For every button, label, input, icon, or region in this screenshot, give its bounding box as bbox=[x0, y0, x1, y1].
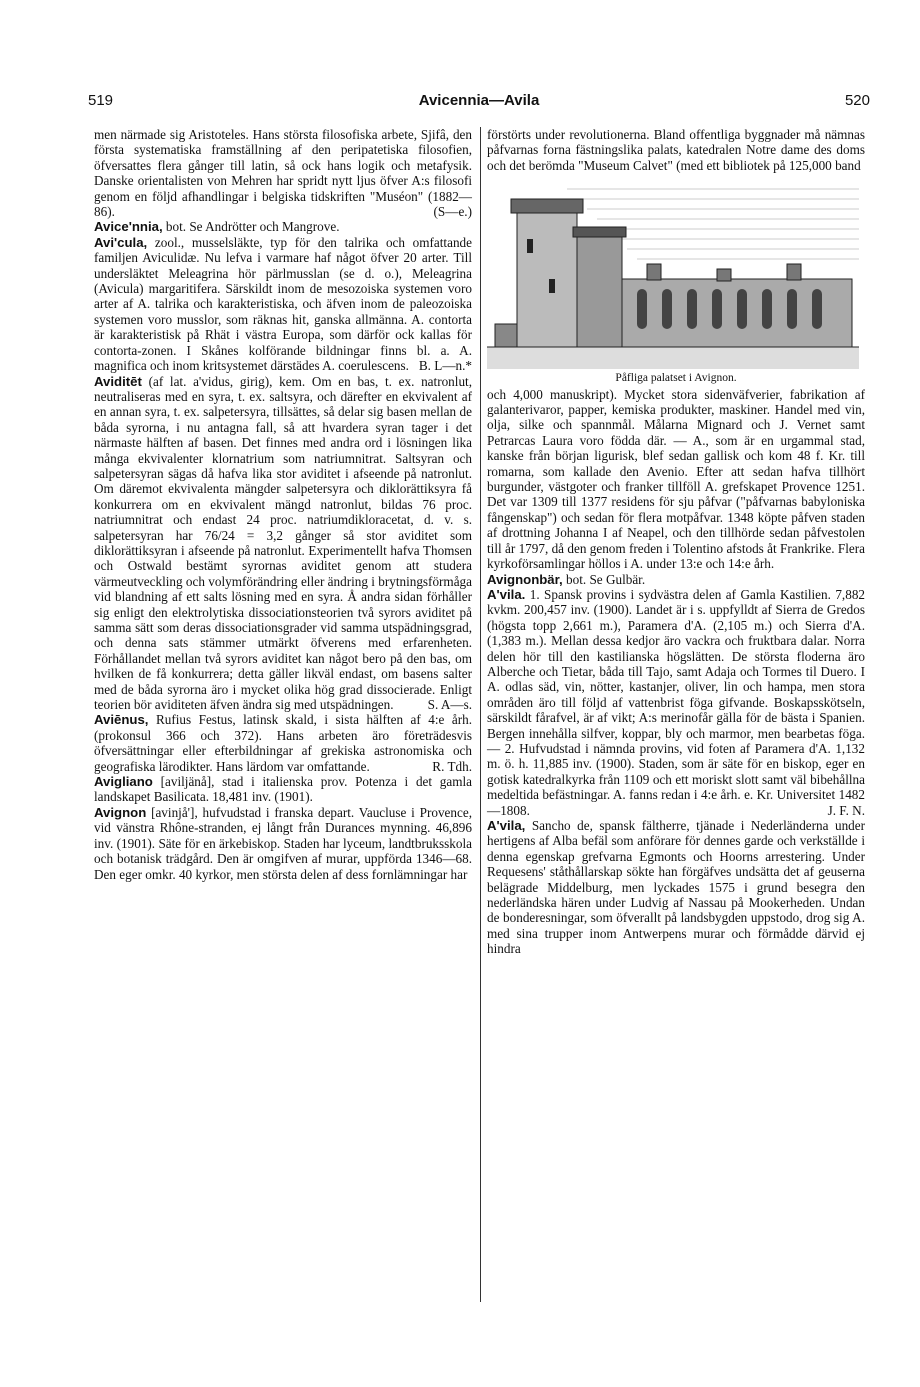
entry-avicennia bbox=[94, 219, 472, 234]
headword: Avigliano bbox=[94, 774, 153, 790]
column-divider bbox=[480, 127, 481, 1302]
page-number-left: 519 bbox=[88, 92, 114, 109]
left-column bbox=[94, 127, 472, 882]
headword: Avignonbär, bbox=[487, 571, 563, 587]
entry-avila-place bbox=[487, 587, 865, 818]
figure-caption: Påfliga palatset i Avignon. bbox=[615, 372, 737, 385]
entry-text: 1. Spansk provins i sydvästra delen af Gamla Kastilien. 7,882 kvkm. 200,457 inv. (1900). Landet är i s. uppfylldt af Sierra de Gredos (högsta topp 2,661 m.), Paramera d'A. (2,105 m.) och Sierra d'A. (1,383 m.). Mellan dessa kedjor äro vackra och fruktbara dalar. Norra delen hör till den kastilianska högslätten. De största floderna äro Alberche och Tietar, båda till Tajo, samt Adaja och Tormes til Duero. I A. odlas säd, vin, nötter, kastanjer, oliver, lin och hampa, men stora områden äro till följd af vattenbrist föga gifvande. Boskapsskötseln, särskildt fårafvel, är af vikt; A:s merinofår gälla för de bästa i Spanien. Bergen innehålla silfver, koppar, bly och marmor, men bearbetas föga. — 2. Hufvudstad i nämnda provins, vid foten af Paramera d'A. 1,132 m. ö. h. 11,885 inv. (1900). Staden, som är säte för en biskop, eger en gotisk katedralkyrka från 1109 och ett moriskt slott samt väl bibehållna medeltida befästningar. A. fanns redan i 4:e årh. e. Kr. Universitet 1482—1808. bbox=[487, 586, 866, 818]
entry-avigliano bbox=[94, 774, 472, 805]
author-signature: R. Tdh. bbox=[432, 758, 472, 774]
entry-text: och 4,000 manuskript). Mycket stora sidenväfverier, fabrikation af galanterivaror, papper, kemiska produkter, maskiner. Handel med vin, olja, silke och spannmål. Målarna Mignard och J. Vernet samt Petrarcas Laura voro födda där. — A., som är en urgammal stad, kanske från början ligurisk, blef sedan gallisk och kom 48 f. Kr. till romarna, som kallade den Avenio. Efter att sedan hafva tillhört burgunder, västgoter och franker tillföll A. grefskapet Provence 1251. Det var 1309 till 1377 residens för sju påfvar ("påfvarnas babyloniska fångenskap") och sedan för flera motpåfvar. 1348 köpte påfven staden af drottning Johanna I af Neapel, och den tillhörde sedan påfvestolen till år 1797, då den genom freden i Tolentino afstods åt Frankrike. Flera kyrkoförsamlingar höllos i A. under 13:e och 14:e årh. bbox=[487, 386, 865, 572]
entry-avignonbar bbox=[487, 572, 865, 587]
entry-aviditet bbox=[94, 374, 472, 713]
entry-text: Rufius Festus, latinsk skald, i sista hälften af 4:e årh. (prokonsul 366 och 372). Hans arbeten äro företrädesvis öfversättningar eller efterbildningar af grekiska astronomiska och geografiska lärodikter. Hans lärdom var omfattande. bbox=[94, 712, 472, 774]
headword: Avi'cula, bbox=[94, 234, 148, 250]
headword: A'vila, bbox=[487, 818, 526, 833]
headword: A'vila. bbox=[487, 586, 526, 602]
right-column bbox=[487, 127, 865, 957]
entry-avignon bbox=[94, 805, 472, 882]
author-signature: S. A—s. bbox=[427, 697, 472, 713]
entry-continuation bbox=[487, 127, 865, 173]
page-number-right: 520 bbox=[844, 92, 870, 109]
entry-avicula bbox=[94, 235, 472, 374]
entry-text: bot. Se Gulbär. bbox=[566, 571, 646, 587]
entry-text: men närmade sig Aristoteles. Hans största filosofiska arbete, Sjifâ, den första systematiska framställning af den peripatetiska filosofien, öfversattes flera gånger till latin, så ock hans logik och metafysik. Danske orientalisten von Mehren har spridt nytt ljus öfver A:s filosofi genom en följd afhandlingar i belgiska tidskriften "Muséon" (1882—86). bbox=[94, 127, 472, 220]
entry-text: [avinjå'], hufvudstad i franska depart. Vaucluse i Provence, vid vänstra Rhône-stranden, ej långt från Durances mynning. 46,896 inv. (1901). Säte för en ärkebiskop. Staden har lyceum, landtbruksskola och botanisk trädgård. Den är omgifven af murar, uppförda 1346—68. Den eger omkr. 40 kyrkor, men största delen af dess fornlämningar har bbox=[94, 804, 472, 882]
headword: Avignon bbox=[94, 804, 147, 820]
entry-text: zool., musselsläkte, typ för den talrika och omfattande familjen Aviculidæ. Nu lefva i varmare haf något öfver 20 arter. Till undersläktet Meleagrina hör pärlmusslan (se d. o.), Meleagrina (Avicula) margaritifera. Särskildt inom de mesozoiska systemen voro arter af A. talrika och karakteristiska, och äfven inom de paleozoiska systemen voro musslor, som räknas hit, ganska allmänna. A. contorta är karakteristisk på Rhät i västra Europa, som därför ock kallas för contorta-zonen. I Skånes kolförande bildningar finns bl. a. A. magnifica och inom kritsystemet därstädes A. coerulescens. bbox=[94, 234, 472, 374]
author-signature: B. L—n.* bbox=[418, 358, 472, 374]
entry-continuation bbox=[94, 127, 472, 219]
entry-text: Sancho de, spansk fältherre, tjänade i Nederländerna under hertigens af Alba befäl som anförare för dennes garde och verkställde i denna egenskap grefvarna Egmonts och Hoorns arrestering. Under Requesens' ståthållarskap sökte han förgäfves undsätta det af geuserna belägrade Middelburg, men lyckades 1575 i grund besegra den nederländska hären under Ludvig af Nassau på Mookerheden. Undan de bonderesningar, som öfverallt på landsbygden uppstodo, drog sig A. med sina trupper inom Antwerpens murar och förmådde därvid ej hindra bbox=[487, 818, 865, 957]
entry-avila-sancho bbox=[487, 818, 865, 957]
palace-illustration bbox=[487, 179, 859, 369]
entry-text: bot. Se Andrötter och Mangrove. bbox=[165, 219, 340, 235]
entry-avienus bbox=[94, 712, 472, 774]
author-signature: (S—e.) bbox=[433, 204, 472, 220]
headword: Avice'nnia, bbox=[94, 219, 163, 235]
headword: Aviditēt bbox=[94, 373, 142, 389]
page-header bbox=[88, 92, 870, 116]
author-signature: J. F. N. bbox=[827, 802, 865, 818]
running-title: Avicennia—Avila bbox=[418, 92, 540, 109]
headword: Aviēnus, bbox=[94, 712, 149, 728]
entry-continuation bbox=[487, 387, 865, 572]
entry-text: (af lat. a'vidus, girig), kem. Om en bas, t. ex. natronlut, neutraliseras med en syra, t. ex. saltsyra, och därefter en ekvivalent af en annan syra, t. ex. salpetersyra, tillsättes, så delar sig basen mellan de båda syrorna, i nu antagna fall, så att hvardera syran tager i det närmaste hälften af basen. Det finnes med andra ord i lösningen lika många ekvivalenter klornatrium som natriumnitrat. Saltsyran och salpetersyran sägas då hafva lika stor aviditet i afseende på natronlut. Om däremot ekvivalenta mängder salpetersyra och diklorättiksyra få konkurrera om en ekvivalent mängd natronlut, bildas 76 proc. natriumnitrat och endast 24 proc. natriumdikloracetat, d. v. s. salpetersyran har 76/24 = 3,2 gånger så stor aviditet som diklorättiksyran i afseende på natronlut. Experimentellt hafva Thomsen och Ostwald bestämt syrornas aviditet genom att studera värmeutveckling och volymförändring eller ändring i brytningsförmåga vid blandning af ett salts lösning med en syra. Å andra sidan förhåller sig enligt den elektrolytiska dissociationsteorien två syrors aviditet på samma sätt som deras dissociationsgrader vid samma utspädningsgrad, och denna sats stämmer utmärkt öfverens med erfarenheten. Förhållandet mellan två syrors aviditet kan något bero på den bas, om hvilken de få konkurrera; detta gäller likväl endast, om basens salter med de båda syrorna äro i mycket olika hög grad dissocierade. Enligt teorien bör aviditeten äfven ändra sig med utspädningen. bbox=[94, 373, 472, 713]
entry-text: förstörts under revolutionerna. Bland offentliga byggnader må nämnas påfvarnas forna fästningslika palats, katedralen Notre dame des doms och det berömda "Museum Calvet" (med ett bibliotek på 125,000 band bbox=[487, 127, 865, 173]
entry-text: [aviljänå], stad i italienska prov. Potenza i det gamla landskapet Basilicata. 18,481 inv. (1901). bbox=[94, 774, 473, 805]
